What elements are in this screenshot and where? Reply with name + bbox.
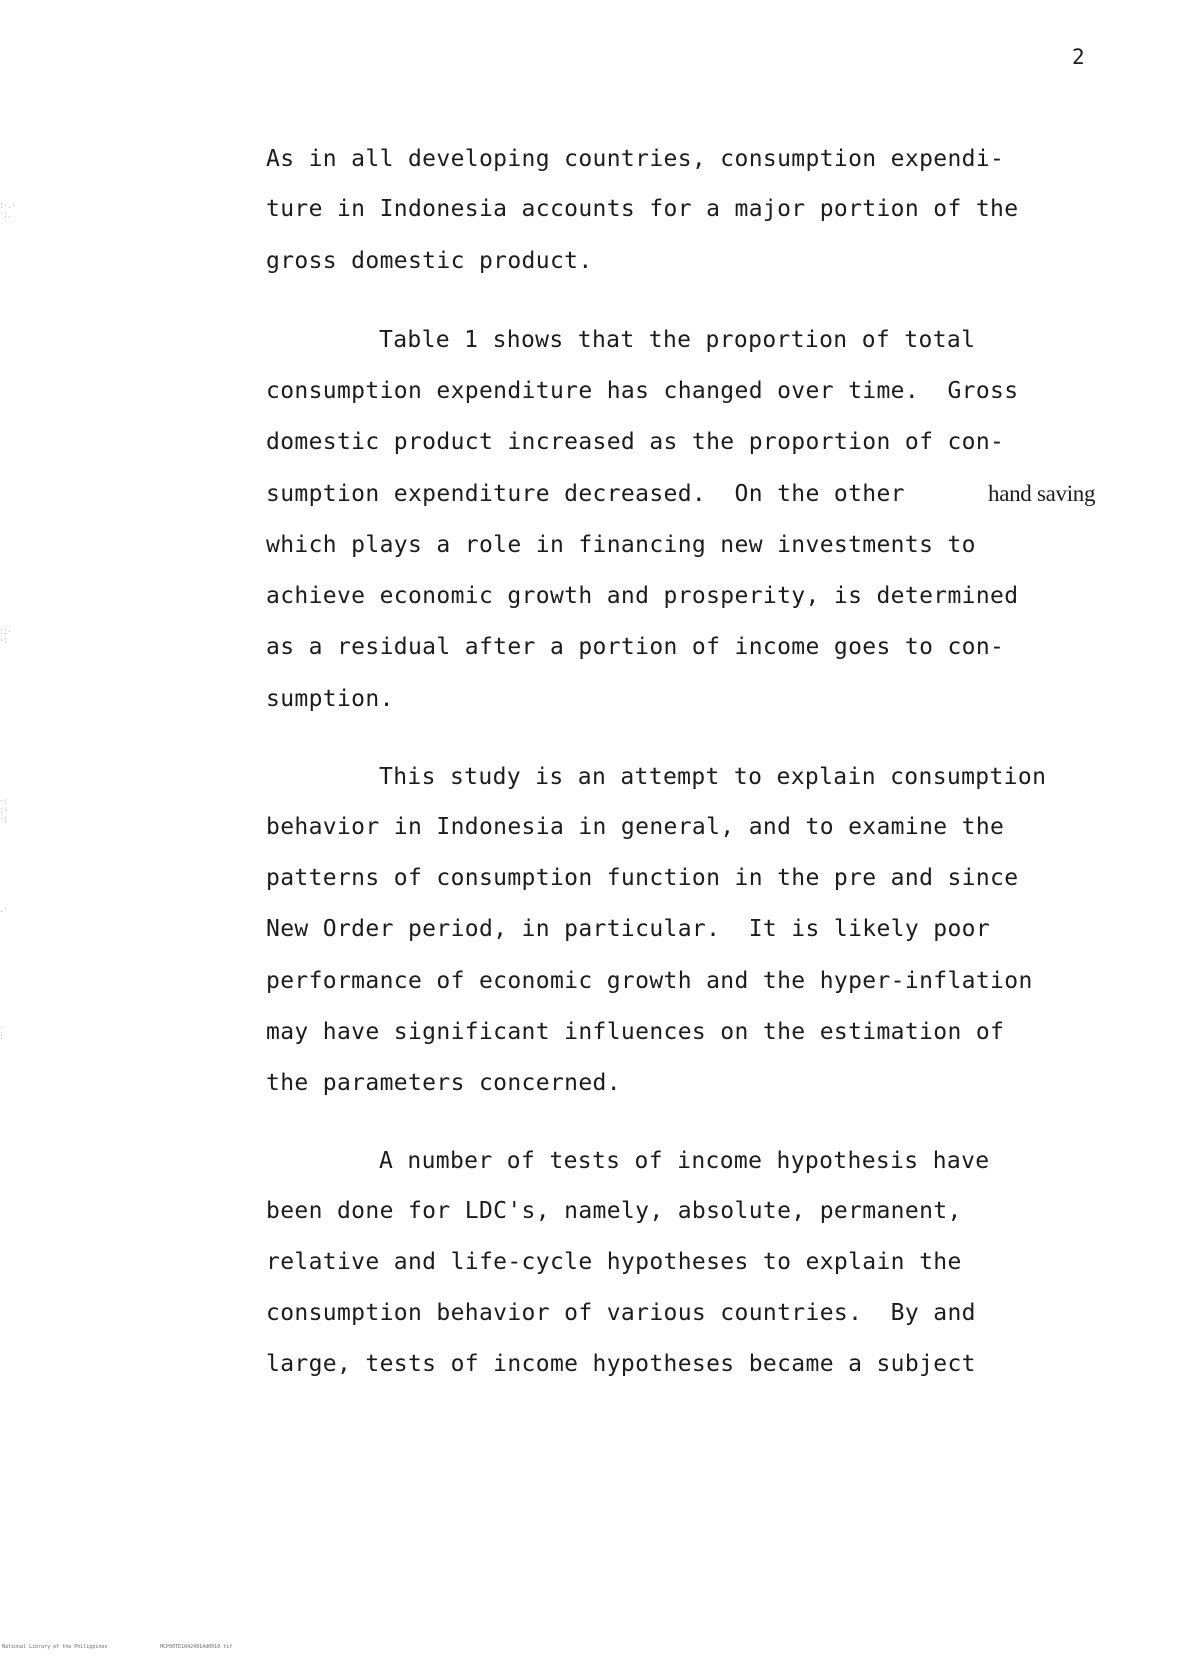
paragraph-line: been done for LDC's, namely, absolute, permanent, <box>266 1198 962 1224</box>
paragraph-line: gross domestic product. <box>266 248 593 274</box>
margin-scan-mark: .· <box>0 905 8 915</box>
paragraph-line: sumption expenditure decreased. On the other <box>266 481 905 507</box>
paragraph-line: performance of economic growth and the hyper-inflation <box>266 968 1033 994</box>
paragraph-line: achieve economic growth and prosperity, is determined <box>266 583 1019 609</box>
paragraph-line: consumption behavior of various countries. By and <box>266 1300 976 1326</box>
margin-scan-mark: :·.· ·:. <box>0 201 16 220</box>
paragraph-line: consumption expenditure has changed over time. Gross <box>266 378 1019 404</box>
paragraph-line: A number of tests of income hypothesis have <box>379 1148 990 1174</box>
margin-scan-mark: ::· ·: <box>0 627 12 646</box>
paragraph-line: domestic product increased as the proportion of con- <box>266 429 1005 455</box>
paragraph-line: may have significant influences on the estimation of <box>266 1019 1005 1045</box>
paragraph-line: sumption. <box>266 686 394 712</box>
margin-scan-mark: ·: :· ·: <box>0 797 8 825</box>
paragraph-line: New Order period, in particular. It is likely poor <box>266 916 991 942</box>
paragraph-line: patterns of consumption function in the pre and since <box>266 865 1019 891</box>
paragraph-line: This study is an attempt to explain consumption <box>379 764 1047 790</box>
paragraph-line: relative and life-cycle hypotheses to explain the <box>266 1249 962 1275</box>
page-number: 2 <box>1072 45 1085 69</box>
footer-code: HCP00TD10424914d0010 tif <box>160 1644 233 1650</box>
inserted-text: hand saving <box>988 481 1096 506</box>
paragraph-line: the parameters concerned. <box>266 1070 621 1096</box>
margin-scan-mark: · : <box>0 1023 5 1042</box>
footer-library: National Library of the Philippines <box>2 1644 108 1650</box>
paragraph-line: which plays a role in financing new investments to <box>266 532 976 558</box>
paragraph-line: Table 1 shows that the proportion of total <box>379 327 976 353</box>
paragraph-line: behavior in Indonesia in general, and to examine the <box>266 814 1005 840</box>
paragraph-line: ture in Indonesia accounts for a major portion of the <box>266 196 1019 222</box>
paragraph-line: as a residual after a portion of income goes to con- <box>266 634 1005 660</box>
paragraph-line: As in all developing countries, consumption expendi- <box>266 146 1005 172</box>
paragraph-line: large, tests of income hypotheses became a subject <box>266 1351 976 1377</box>
